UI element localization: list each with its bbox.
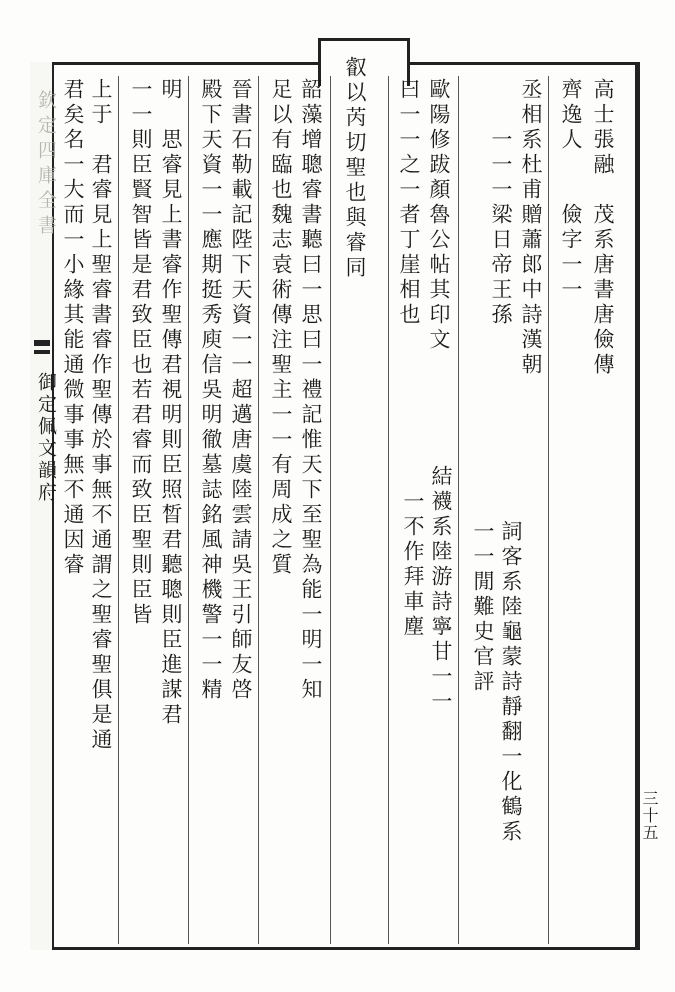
page-number: 三十五 <box>640 790 659 841</box>
text-column: 一一閒難史官評 <box>471 470 495 695</box>
text-column: 明 思睿見上書睿作聖傳君視明則臣照晳君聽聰則臣進謀君 <box>159 78 183 728</box>
column-rule <box>188 76 189 944</box>
column-rule <box>458 76 459 944</box>
column-rule <box>548 76 549 944</box>
text-column: 足以有臨也魏志袁術傳注聖主一一有周成之質 <box>269 78 293 578</box>
column-rule <box>330 76 331 944</box>
text-column: 高士張融 茂系唐書唐儉傳 <box>591 78 615 378</box>
text-column: 上于 君睿見上聖睿書睿作聖傳於事無不通謂之聖睿聖俱是通 <box>89 78 113 753</box>
text-column: 結襪系陸游詩寧甘一一 <box>429 440 453 715</box>
text-column: 晉書石勒載記陛下天資一一超邁唐虞陸雲請吳王引師友啓 <box>229 78 253 703</box>
column-rule <box>388 76 389 944</box>
text-column: 一一一梁日帝王孫 <box>489 78 513 328</box>
text-column: 曰一一之一者丁崖相也 <box>397 78 421 328</box>
text-column: 一不作拜車塵 <box>401 440 425 640</box>
margin-bar <box>34 340 50 346</box>
text-column: 韶藻增聰睿書聽曰一思曰一禮記惟天下至聖為能一明一知 <box>299 78 323 703</box>
text-column: 君矣名一大而一小緣其能通微事事無不通因睿 <box>61 78 85 578</box>
column-rule <box>118 76 119 944</box>
margin-faded-title: 欽定四庫全書 <box>35 90 57 240</box>
text-column: 一一則臣賢智皆是君致臣也若君睿而致臣聖則臣皆 <box>129 78 153 628</box>
text-column: 殿下天資一一應期挺秀庾信吳明徹墓誌銘風神機警一一精 <box>199 78 223 703</box>
text-column: 丞相系杜甫贈蕭郎中詩漢朝 <box>519 78 543 378</box>
heading-column: 叡以芮切聖也與睿同 <box>343 56 367 281</box>
margin-book-title: 御定佩文韻府 <box>35 372 57 504</box>
text-column: 歐陽修跋顏魯公帖其印文 <box>427 78 451 353</box>
margin-bar <box>34 350 50 354</box>
column-rule <box>258 76 259 944</box>
text-column: 齊逸人 儉字一一 <box>559 78 583 303</box>
text-column: 詞客系陸龜蒙詩靜翻一化鶴系 <box>499 470 523 845</box>
